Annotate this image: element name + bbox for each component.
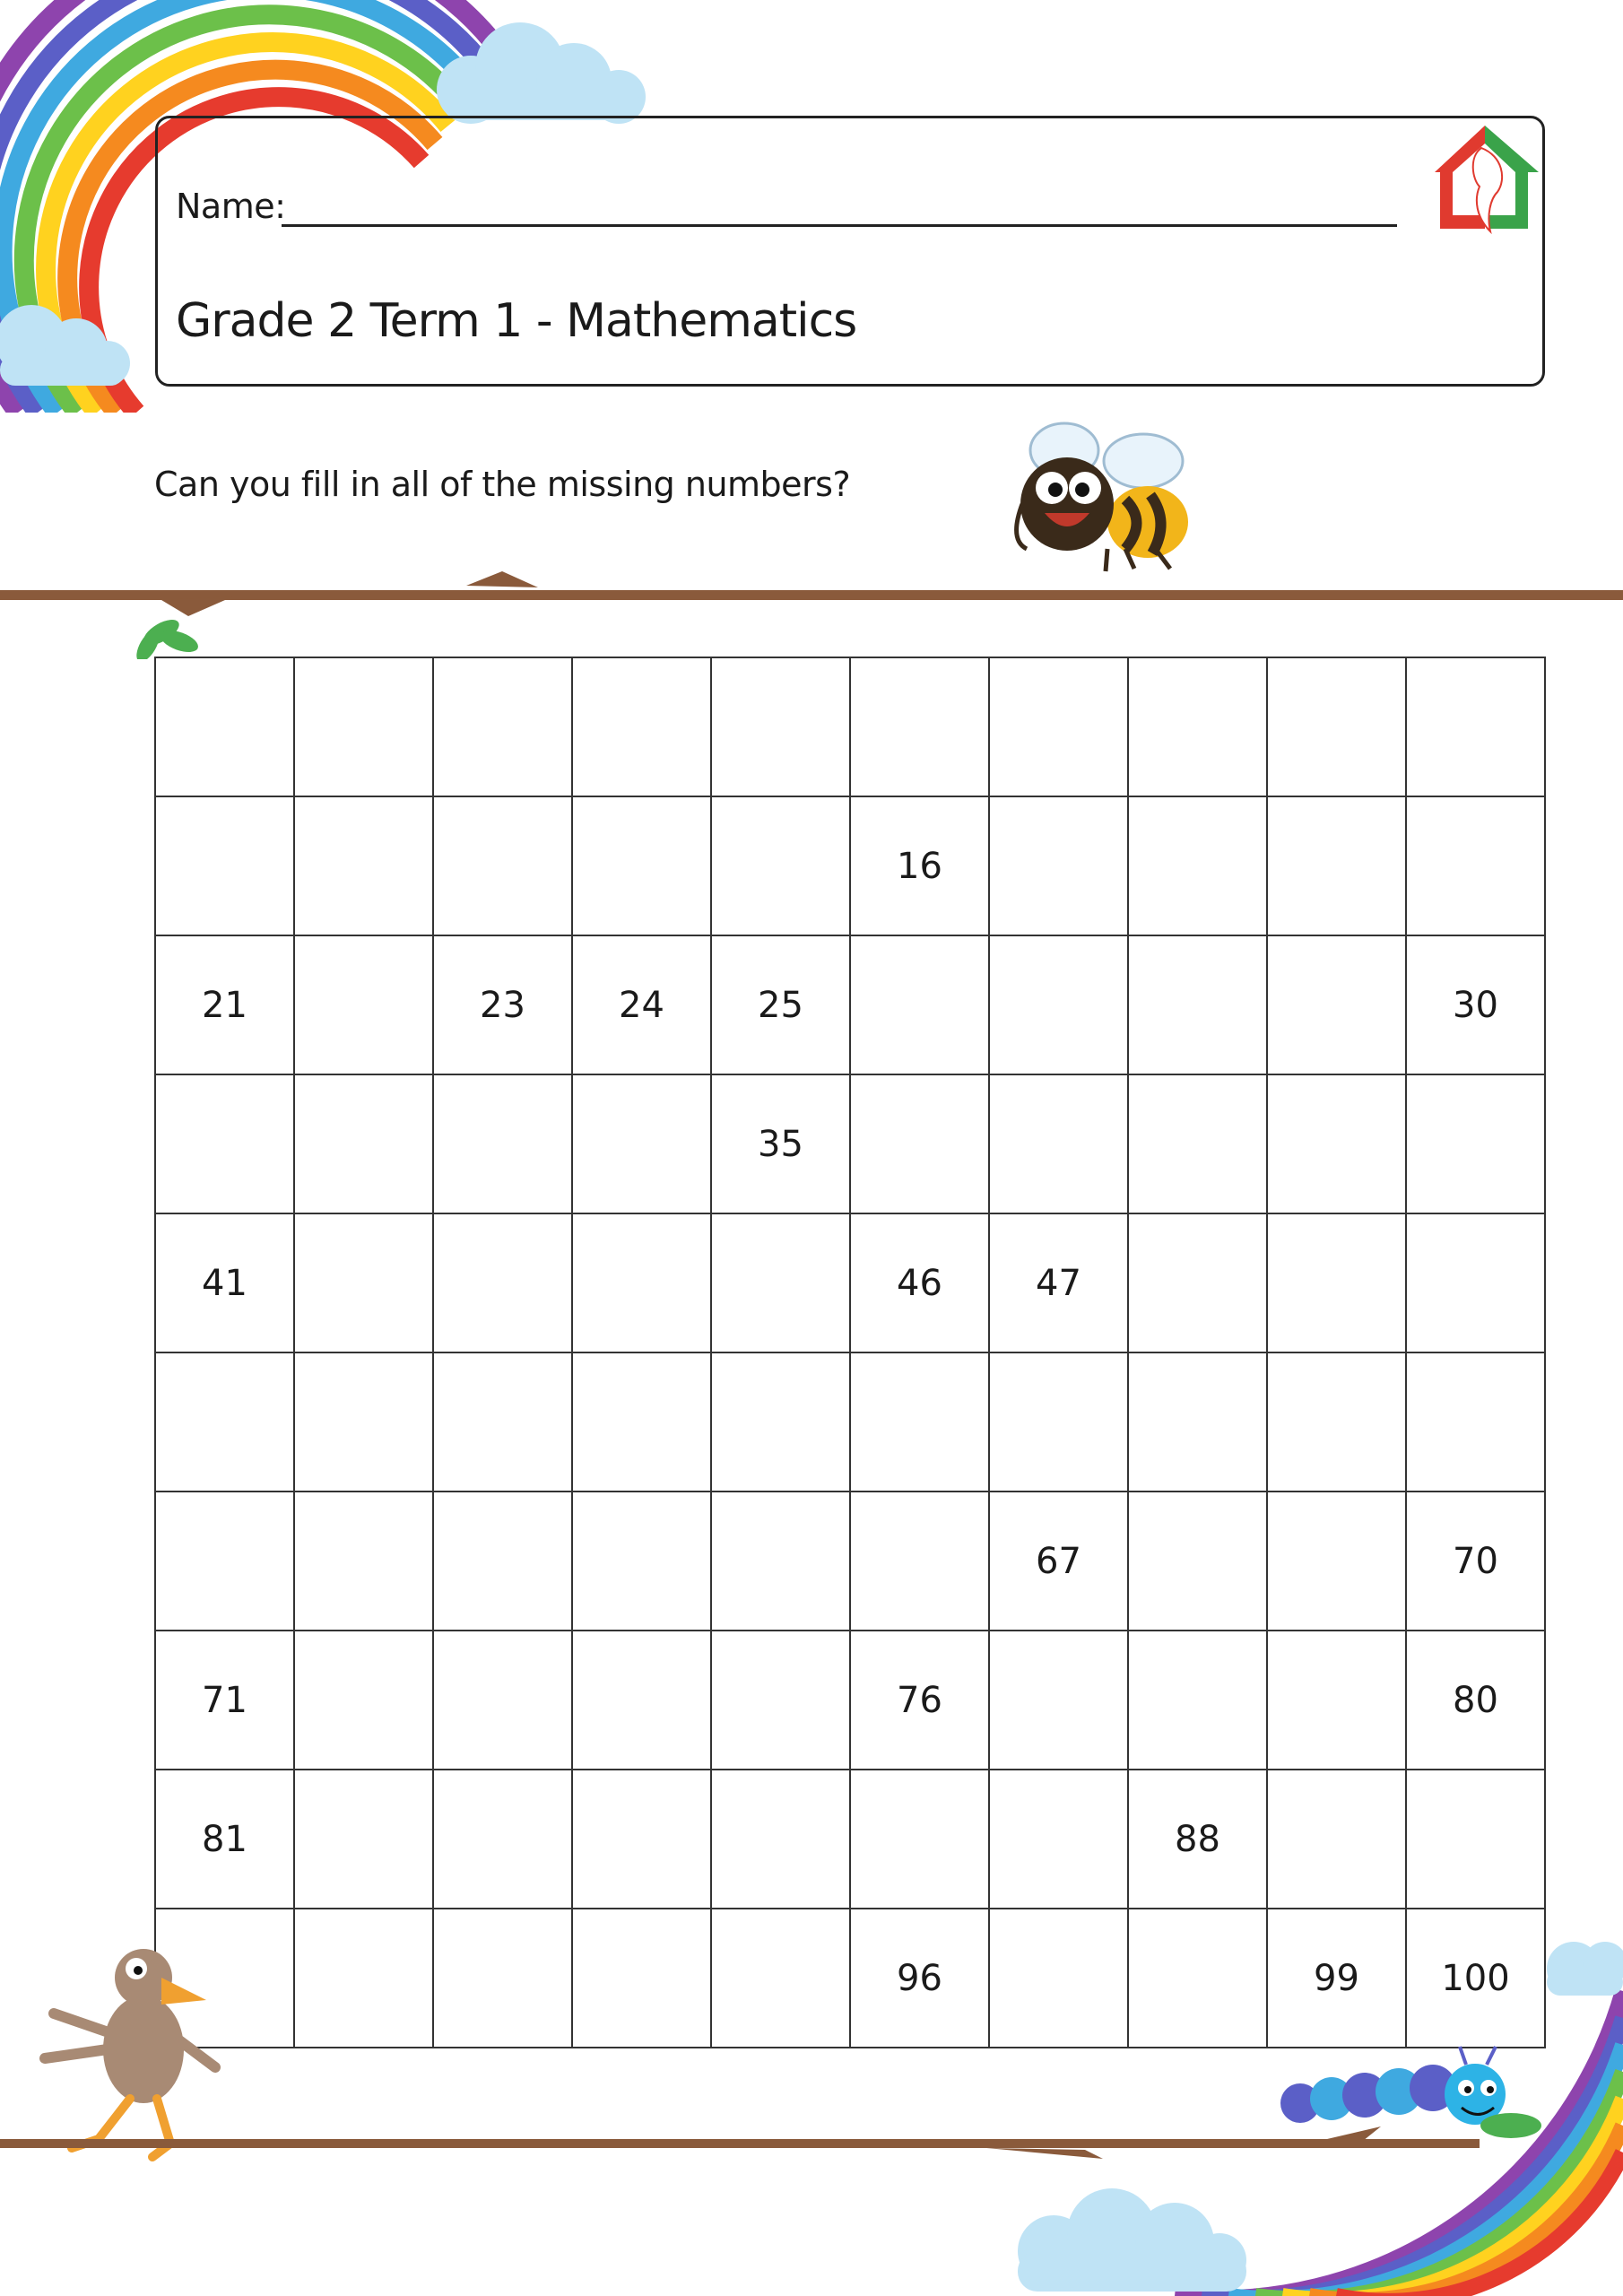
grid-cell[interactable] [851, 1353, 990, 1492]
grid-cell[interactable] [573, 1631, 712, 1770]
grid-cell[interactable] [434, 1075, 573, 1214]
grid-cell[interactable] [851, 658, 990, 797]
grid-cell[interactable] [295, 658, 434, 797]
grid-cell[interactable] [1268, 658, 1407, 797]
grid-cell[interactable] [1129, 1214, 1268, 1353]
grid-cell[interactable] [295, 1909, 434, 2048]
grid-cell[interactable] [1268, 1631, 1407, 1770]
grid-cell[interactable] [573, 797, 712, 936]
grid-cell[interactable]: 30 [1407, 936, 1546, 1075]
grid-cell[interactable]: 47 [990, 1214, 1129, 1353]
header-box [155, 116, 1545, 387]
grid-cell[interactable] [1407, 1075, 1546, 1214]
grid-cell[interactable] [712, 1909, 851, 2048]
branch-icon [0, 561, 1623, 659]
grid-cell[interactable]: 99 [1268, 1909, 1407, 2048]
grid-cell[interactable] [1268, 1353, 1407, 1492]
grid-cell[interactable] [573, 1353, 712, 1492]
hundred-grid [154, 657, 1546, 2048]
grid-cell[interactable]: 100 [1407, 1909, 1546, 2048]
cloud-icon [1004, 2188, 1255, 2296]
grid-cell[interactable] [712, 1353, 851, 1492]
grid-cell[interactable] [712, 1492, 851, 1631]
bee-icon [1000, 414, 1206, 576]
grid-cell[interactable]: 41 [156, 1214, 295, 1353]
grid-cell[interactable]: 25 [712, 936, 851, 1075]
name-label: Name: [176, 187, 286, 226]
grid-cell[interactable] [295, 1353, 434, 1492]
grid-cell[interactable] [990, 1353, 1129, 1492]
name-input-line[interactable] [282, 224, 1397, 227]
grid-cell[interactable] [434, 1631, 573, 1770]
grid-cell[interactable] [1129, 797, 1268, 936]
grid-cell[interactable] [295, 1631, 434, 1770]
grid-cell[interactable] [712, 1631, 851, 1770]
grid-cell[interactable] [990, 797, 1129, 936]
grid-cell[interactable] [1129, 1353, 1268, 1492]
grid-cell[interactable] [990, 1631, 1129, 1770]
grid-cell[interactable] [990, 1075, 1129, 1214]
grid-cell[interactable] [1268, 936, 1407, 1075]
grid-cell[interactable] [434, 1492, 573, 1631]
house-logo-icon [1428, 117, 1546, 235]
instruction-text: Can you fill in all of the missing numbers? [154, 465, 851, 504]
grid-cell[interactable] [712, 658, 851, 797]
grid-cell[interactable] [295, 1075, 434, 1214]
grid-cell[interactable] [295, 1770, 434, 1909]
cloud-icon [417, 18, 659, 126]
grid-cell[interactable] [1129, 936, 1268, 1075]
grid-cell[interactable] [156, 1492, 295, 1631]
worksheet-title: Grade 2 Term 1 - Mathematics [176, 294, 857, 348]
grid-cell[interactable] [156, 1353, 295, 1492]
grid-cell[interactable] [434, 1214, 573, 1353]
grid-cell[interactable] [990, 1909, 1129, 2048]
grid-cell[interactable] [1407, 797, 1546, 936]
grid-cell[interactable] [434, 658, 573, 797]
grid-cell[interactable] [1268, 1075, 1407, 1214]
grid-cell[interactable]: 46 [851, 1214, 990, 1353]
grid-cell[interactable] [1129, 1075, 1268, 1214]
grid-cell[interactable] [1268, 797, 1407, 936]
grid-cell[interactable] [1407, 1770, 1546, 1909]
grid-cell[interactable]: 80 [1407, 1631, 1546, 1770]
grid-cell[interactable] [156, 1075, 295, 1214]
grid-cell[interactable] [712, 797, 851, 936]
grid-cell[interactable] [434, 797, 573, 936]
grid-cell[interactable] [1268, 1214, 1407, 1353]
grid-cell[interactable] [573, 1770, 712, 1909]
grid-cell[interactable] [573, 1075, 712, 1214]
grid-cell[interactable] [1268, 1770, 1407, 1909]
grid-cell[interactable] [434, 1353, 573, 1492]
grid-cell[interactable] [1129, 658, 1268, 797]
grid-cell[interactable] [295, 797, 434, 936]
grid-cell[interactable] [990, 936, 1129, 1075]
grid-cell[interactable] [1129, 1492, 1268, 1631]
grid-cell[interactable] [156, 658, 295, 797]
grid-cell[interactable] [1129, 1631, 1268, 1770]
branch-icon [0, 2121, 1623, 2175]
grid-cell[interactable] [851, 936, 990, 1075]
grid-cell[interactable]: 21 [156, 936, 295, 1075]
grid-cell[interactable] [156, 797, 295, 936]
grid-cell[interactable] [1407, 658, 1546, 797]
grid-cell[interactable] [434, 1909, 573, 2048]
grid-cell[interactable] [712, 1770, 851, 1909]
grid-cell[interactable] [712, 1214, 851, 1353]
grid-cell[interactable]: 96 [851, 1909, 990, 2048]
cloud-icon [1538, 1928, 1623, 2009]
grid-cell[interactable]: 23 [434, 936, 573, 1075]
grid-cell[interactable] [851, 1075, 990, 1214]
grid-cell[interactable] [295, 1214, 434, 1353]
grid-cell[interactable]: 88 [1129, 1770, 1268, 1909]
grid-cell[interactable] [573, 658, 712, 797]
grid-cell[interactable]: 81 [156, 1770, 295, 1909]
grid-cell[interactable] [990, 658, 1129, 797]
grid-cell[interactable]: 70 [1407, 1492, 1546, 1631]
grid-cell[interactable] [851, 1770, 990, 1909]
grid-cell[interactable] [851, 1492, 990, 1631]
grid-cell[interactable]: 71 [156, 1631, 295, 1770]
grid-cell[interactable]: 76 [851, 1631, 990, 1770]
grid-cell[interactable] [434, 1770, 573, 1909]
grid-cell[interactable] [573, 1214, 712, 1353]
grid-cell[interactable]: 16 [851, 797, 990, 936]
grid-cell[interactable] [1407, 1214, 1546, 1353]
grid-cell[interactable]: 24 [573, 936, 712, 1075]
grid-cell[interactable] [295, 936, 434, 1075]
grid-cell[interactable] [573, 1492, 712, 1631]
cloud-icon [0, 278, 135, 395]
grid-cell[interactable] [990, 1770, 1129, 1909]
grid-cell[interactable]: 67 [990, 1492, 1129, 1631]
grid-cell[interactable] [1268, 1492, 1407, 1631]
grid-cell[interactable] [295, 1492, 434, 1631]
grid-cell[interactable]: 35 [712, 1075, 851, 1214]
grid-cell[interactable] [573, 1909, 712, 2048]
grid-cell[interactable] [1407, 1353, 1546, 1492]
